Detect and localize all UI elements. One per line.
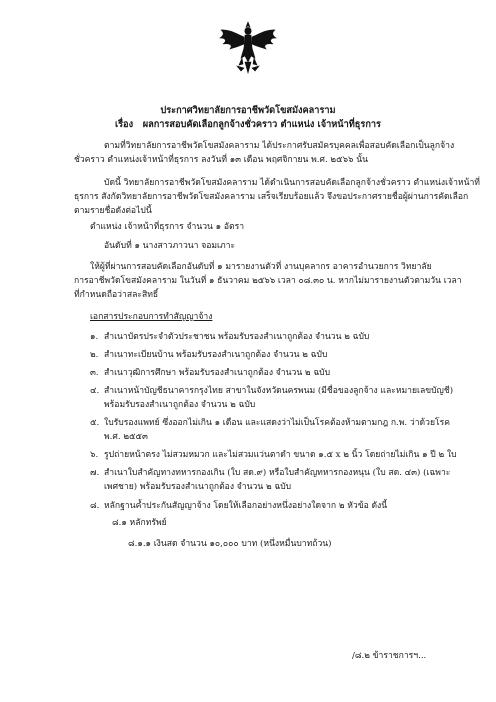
list-item-continuation: พร้อมรับรองสำเนาถูกต้อง จำนวน ๒ ฉบับ [104,400,256,410]
guarantee-sub-heading: ๘.๑ หลักทรัพย์ [112,518,167,528]
list-item: หลักฐานค้ำประกันสัญญาจ้าง โดยให้เลือกอย่างหนึ่งอย่างใดจาก ๒ หัวข้อ ดังนี้ [104,501,388,511]
subject-text: ผลการสอบคัดเลือกลูกจ้างชั่วคราว ตำแหน่ง เจ้าหน้าที่ธุรการ [142,119,381,130]
position-line: ตำแหน่ง เจ้าหน้าที่ธุรการ จำนวน ๑ อัตรา [90,222,245,232]
list-item-number: ๗. [90,468,100,478]
paragraph-3-line-1: ให้ผู้ที่ผ่านการสอบคัดเลือกอันดับที่ ๑ มารายงานตัวที่ งานบุคลากร อาคารอำนวยการ วิทยาลัย [90,262,432,272]
garuda-emblem [217,18,279,76]
document-title: ประกาศวิทยาลัยการอาชีพวัดโขสมังคลาราม [160,105,336,116]
paragraph-1-line-2: ชั่วคราว ตำแหน่งเจ้าหน้าที่ธุรการ ลงวันที่ ๑๓ เดือน พฤศจิกายน พ.ศ. ๒๕๖๖ นั้น [74,155,368,165]
list-item: สำเนาบัตรประจำตัวประชาชน พร้อมรับรองสำเนาถูกต้อง จำนวน ๒ ฉบับ [104,332,370,342]
documents-heading: เอกสารประกอบการทำสัญญาจ้าง [90,312,213,322]
list-item: สำเนาหน้าบัญชีธนาคารกรุงไทย สาขาในจังหวัดนครพนม (มีชื่อของลูกจ้าง และหมายเลขบัญชี) [104,386,454,396]
paragraph-3-line-2: การอาชีพวัดโขสมังคลาราม ในวันที่ ๑ ธันวาคม ๒๕๖๖ เวลา ๐๘.๓๐ น. หากไม่มารายงานตัวตามวัน เวลา [74,276,462,286]
paragraph-2-line-1: บัดนี้ วิทยาลัยการอาชีพวัดโขสมังคลาราม ได้ดำเนินการสอบคัดเลือกลูกจ้างชั่วคราว ตำแหน่งเจ้าหน้าที่ [104,178,480,188]
list-item-number: ๑. [90,332,99,342]
paragraph-2-line-2: ธุรการ สังกัดวิทยาลัยการอาชีพวัดโขสมังคลาราม เสร็จเรียบร้อยแล้ว จึงขอประกาศรายชื่อผู้ผ่านการคัดเลือก [74,192,469,202]
list-item-number: ๕. [90,418,100,428]
subject-line [0,117,496,132]
list-item: รูปถ่ายหน้าตรง ไม่สวมหมวก และไม่สวมแว่นตาดำ ขนาด ๑.๕ x ๒ นิ้ว โดยถ่ายไม่เกิน ๑ ปี ๒ ใบ [104,450,457,460]
list-item-number: ๘. [90,501,100,511]
rank-line: อันดับที่ ๑ นางสาวภาวนา จอมเภาะ [104,241,236,251]
page-continuation: /๘.๒ ข้าราชการฯ... [352,651,427,661]
list-item: สำเนาใบสำคัญทางทหารกองเกิน (ใบ สด.๙) หรือใบสำคัญทหารกองหนุน (ใบ สด. ๔๓) (เฉพาะ [104,468,451,478]
list-item-number: ๒. [90,350,99,360]
list-item: ใบรับรองแพทย์ ซึ่งออกไม่เกิน ๑ เดือน และแสดงว่าไม่เป็นโรคต้องห้ามตามกฎ ก.พ. ว่าด้วยโรค [104,418,450,428]
paragraph-1-line-1: ตามที่วิทยาลัยการอาชีพวัดโขสมังคลาราม ได้ประกาศรับสมัครบุคคลเพื่อสอบคัดเลือกเป็นลูกจ้าง [104,141,455,151]
list-item-number: ๖. [90,450,99,460]
list-item-number: ๓. [90,368,99,378]
list-item: สำเนาวุฒิการศึกษา พร้อมรับรองสำเนาถูกต้อง จำนวน ๒ ฉบับ [104,368,331,378]
paragraph-2-line-3: ตามรายชื่อดังต่อไปนี้ [74,206,152,216]
list-item: สำเนาทะเบียนบ้าน พร้อมรับรองสำเนาถูกต้อง จำนวน ๒ ฉบับ [104,350,328,360]
list-item-number: ๔. [90,386,100,396]
paragraph-3-line-3: ที่กำหนดถือว่าสละสิทธิ์ [74,290,159,300]
subject-label: เรื่อง [114,119,134,130]
list-item-continuation: เพศชาย) พร้อมรับรองสำเนาถูกต้อง จำนวน ๒ ฉบับ [104,482,292,492]
guarantee-sub-item: ๘.๑.๑ เงินสด จำนวน ๑๐,๐๐๐ บาท (หนึ่งหมื่นบาทถ้วน) [128,539,332,549]
list-item-continuation: พ.ศ. ๒๕๕๓ [104,432,148,442]
